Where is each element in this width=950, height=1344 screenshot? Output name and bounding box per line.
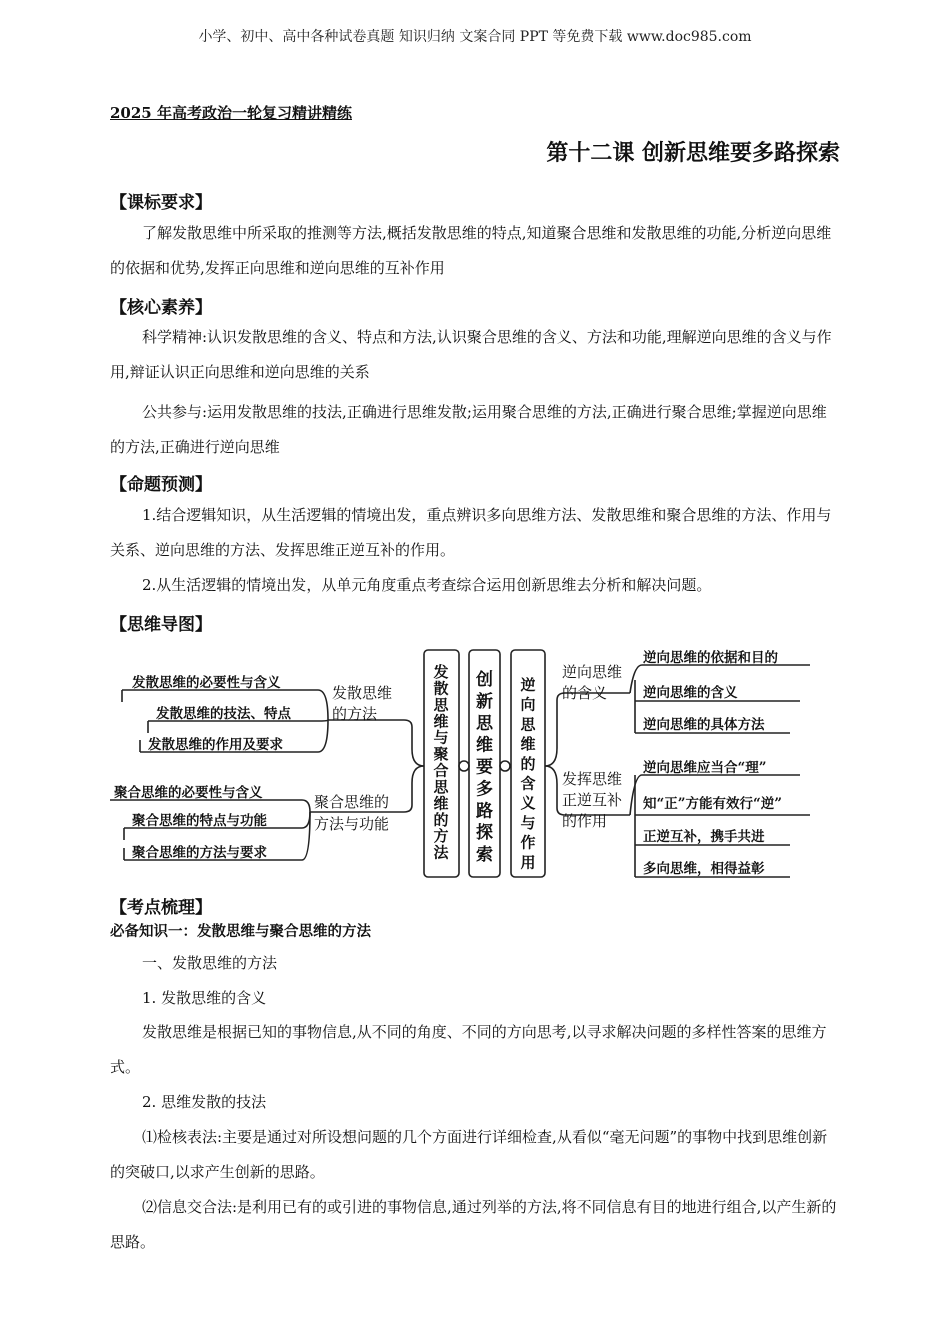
mm-juhe-item: 聚合思维的方法与要求 [132, 845, 267, 861]
heading-hexin: 【核心素养】 [110, 298, 212, 318]
mm-fahui-label-3: 的作用 [562, 812, 608, 830]
heading-kaodian: 【考点梳理】 [110, 898, 212, 918]
mingti-p1: 1.结合逻辑知识，从生活逻辑的情境出发，重点辨识多向思维方法、发散思维和聚合思维的方法、作用与关系、逆向思维的方法、发挥思维正逆互补的作用。 [110, 506, 832, 559]
mm-fahui-item: 知“正”方能有效行“逆” [643, 796, 783, 812]
hexin-p2: 公共参与:运用发散思维的技法,正确进行思维发散;运用聚合思维的方法,正确进行聚合思维;掌握逆向思维的方法,正确进行逆向思维 [110, 403, 827, 456]
mm-fasan-label-1: 发散思维 [332, 684, 393, 702]
mind-map [110, 645, 840, 885]
page-header: 小学、初中、高中各种试卷真题 知识归纳 文案合同 PPT 等免费下载 www.doc985.com [198, 29, 752, 45]
mm-fasan-item: 发散思维的必要性与含义 [132, 675, 281, 691]
mm-fahui-label-1: 发挥思维 [562, 770, 623, 788]
mm-fahui-item: 逆向思维应当合“理” [643, 760, 767, 776]
mm-juhe-label-1: 聚合思维的 [314, 793, 390, 811]
kebiao-text: 了解发散思维中所采取的推测等方法,概括发散思维的特点,知道聚合思维和发散思维的功能,分析逆向思维的依据和优势,发挥正向思维和逆向思维的互补作用 [110, 224, 832, 277]
kaodian-l2: 1. 发散思维的含义 [142, 989, 267, 1007]
kaodian-p3: ⑵信息交合法:是利用已有的或引进的事物信息,通过列举的方法,将不同信息有目的地进行组合,以产生新的思路。 [110, 1198, 837, 1251]
mm-juhe-item: 聚合思维的特点与功能 [132, 813, 267, 829]
mm-nixiang-label-2: 的含义 [562, 684, 608, 702]
mm-connector-dot [459, 761, 469, 771]
mm-center-text: 创新思维要多路探索 [476, 670, 493, 866]
kaodian-sub: 必备知识一：发散思维与聚合思维的方法 [110, 923, 371, 940]
mm-nixiang-label-1: 逆向思维 [562, 663, 623, 681]
mm-fahui-item: 正逆互补，携手共进 [643, 829, 765, 845]
kaodian-l1: 一、发散思维的方法 [142, 954, 278, 972]
mm-juhe-item: 聚合思维的必要性与含义 [114, 785, 263, 801]
mm-left-column-text: 发散思维与聚合思维的方法 [433, 663, 449, 862]
mm-nixiang-item: 逆向思维的依据和目的 [643, 650, 778, 666]
mm-juhe-label-2: 方法与功能 [314, 815, 390, 833]
lesson-title: 第十二课 创新思维要多路探索 [546, 140, 840, 166]
mm-fahui-label-2: 正逆互补 [562, 791, 623, 809]
mm-line-fasan [328, 720, 424, 766]
mm-line-nixiang [545, 693, 630, 766]
mind-map-svg [110, 645, 840, 885]
hexin-p1: 科学精神:认识发散思维的含义、特点和方法,认识聚合思维的含义、方法和功能,理解逆向思维的含义与作用,辩证认识正向思维和逆向思维的关系 [110, 328, 832, 381]
kaodian-p1: 发散思维是根据已知的事物信息,从不同的角度、不同的方向思考,以寻求解决问题的多样性答案的思维方式。 [110, 1023, 827, 1076]
mm-fasan-label-2: 的方法 [332, 705, 378, 723]
mm-fasan-item: 发散思维的作用及要求 [148, 737, 283, 753]
mm-fahui-item: 多向思维，相得益彰 [643, 861, 765, 877]
series-title: 2025 年高考政治一轮复习精讲精练 [110, 104, 352, 122]
mm-connector-dot [500, 761, 510, 771]
mingti-p2: 2.从生活逻辑的情境出发，从单元角度重点考查综合运用创新思维去分析和解决问题。 [142, 576, 712, 594]
heading-mingti: 【命题预测】 [110, 475, 212, 495]
mm-nixiang-item: 逆向思维的具体方法 [643, 717, 765, 733]
heading-kebiao: 【课标要求】 [110, 193, 212, 213]
mm-right-column-text: 逆向思维的含义与作用 [520, 676, 536, 872]
kaodian-l3: 2. 思维发散的技法 [142, 1093, 267, 1111]
mm-nixiang-item: 逆向思维的含义 [643, 685, 738, 701]
mm-fasan-item: 发散思维的技法、特点 [156, 706, 291, 722]
heading-daotu: 【思维导图】 [110, 615, 212, 635]
kaodian-p2: ⑴检核表法:主要是通过对所设想问题的几个方面进行详细检查,从看似“毫无问题”的事物中找到思维创新的突破口,以求产生创新的思路。 [110, 1128, 828, 1181]
